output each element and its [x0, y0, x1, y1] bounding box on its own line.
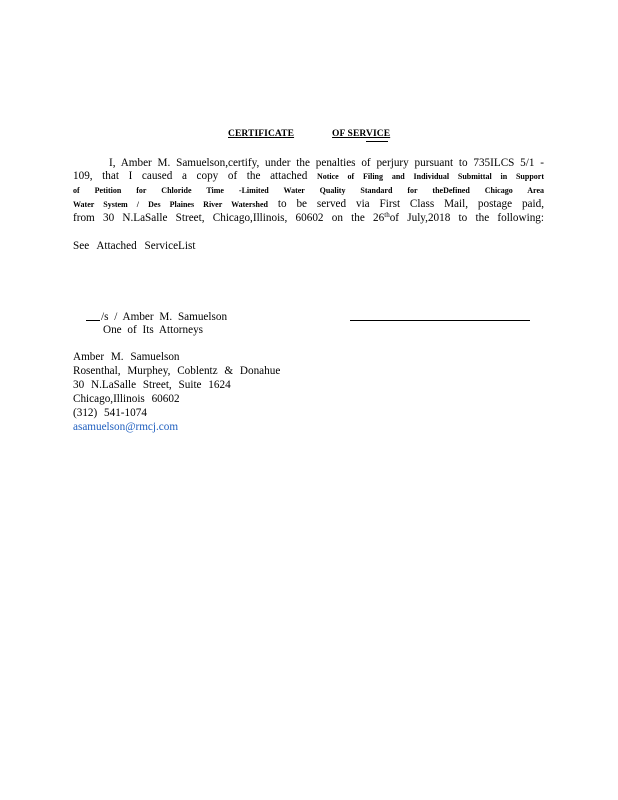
see-attached-text: See Attached ServiceList [73, 240, 196, 252]
body-text: from 30 N.LaSalle Street, Chicago,Illinois, 60602 on the 26 [73, 212, 385, 224]
signature-blank-rule [350, 320, 530, 321]
body-text: 109, that I caused a copy of the attached [73, 170, 308, 182]
body-line-5 [73, 211, 544, 224]
address-phone: (312) 541-1074 [73, 407, 147, 419]
certificate-title [228, 129, 390, 139]
body-text: to be served via First Class Mail, postage paid, [277, 198, 544, 210]
body-text: of July,2018 to the following: [389, 212, 544, 224]
email-link[interactable]: asamuelson@rmcj.com [73, 421, 179, 433]
document-title-text: of Petition for Chloride Time -Limited Water Quality Standard for theDefined Chicago Area [73, 186, 544, 195]
title-underline-extension [366, 141, 388, 142]
document-title-text: Water System / Des Plaines River Watershed [73, 200, 268, 209]
certificate-title-part2: OF SERVICE [332, 129, 391, 139]
address-name: Amber M. Samuelson [73, 351, 180, 363]
signature-text: /s / Amber M. Samuelson [101, 311, 228, 323]
signature-underline [86, 310, 100, 321]
body-line-1 [109, 157, 544, 169]
body-line-4 [73, 198, 544, 210]
body-line-3 [73, 186, 544, 195]
address-firm: Rosenthal, Murphey, Coblentz & Donahue [73, 365, 281, 377]
address-street: 30 N.LaSalle Street, Suite 1624 [73, 379, 231, 391]
certificate-title-part1: CERTIFICATE [228, 129, 295, 139]
address-city: Chicago,Illinois 60602 [73, 393, 180, 405]
signature-role: One of Its Attorneys [103, 324, 204, 336]
document-title-text: Notice of Filing and Individual Submittal in Support [316, 172, 544, 181]
ordinal-suffix: th [384, 211, 390, 219]
body-line-2 [73, 170, 544, 182]
signature-line [86, 310, 227, 323]
body-text: I, Amber M. Samuelson,certify, under the penalties of perjury pursuant to 735ILCS 5/1 - [109, 157, 544, 169]
